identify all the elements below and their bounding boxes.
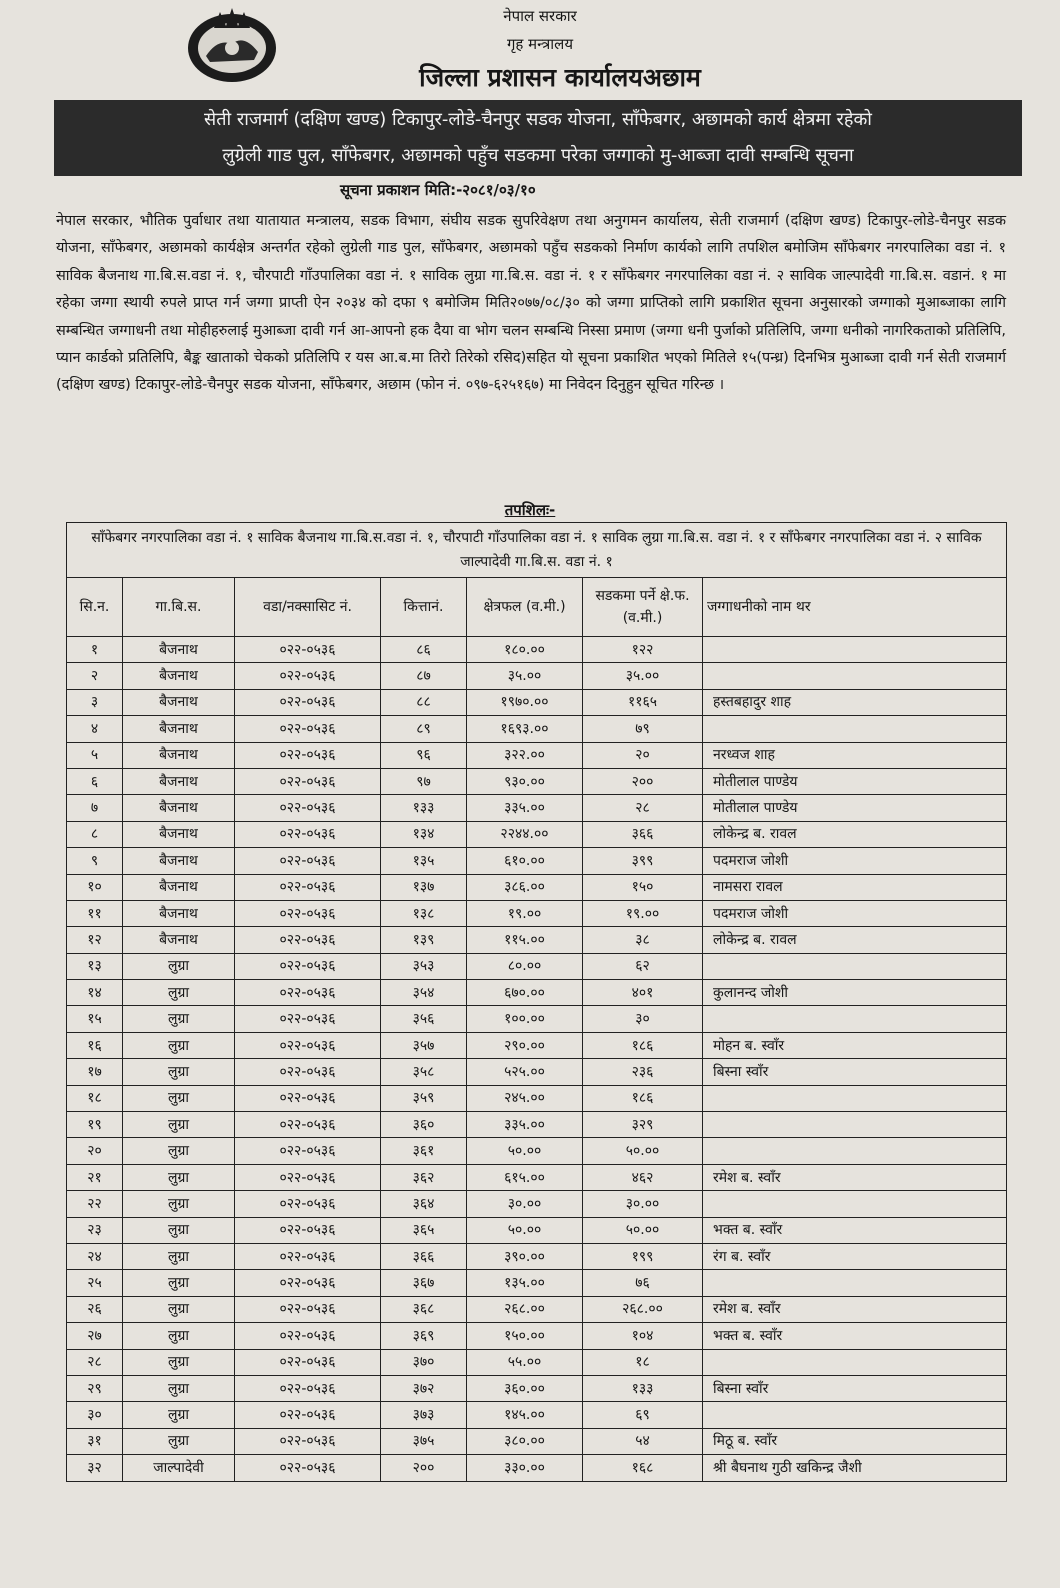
cell-plot-no: ३६१ [381, 1138, 467, 1164]
cell-ward-sheet: ०२२-०५३६ [235, 1059, 381, 1085]
cell-serial: २१ [67, 1164, 123, 1190]
cell-owner [703, 1349, 1007, 1375]
cell-ward-sheet: ०२२-०५३६ [235, 1296, 381, 1322]
cell-serial: ६ [67, 768, 123, 794]
cell-plot-no: ८७ [381, 663, 467, 689]
cell-owner [703, 716, 1007, 742]
table-row [67, 1270, 1007, 1296]
cell-serial: ११ [67, 900, 123, 926]
table-row [67, 1349, 1007, 1375]
cell-ward-sheet: ०२२-०५३६ [235, 1375, 381, 1401]
cell-plot-no: ३६२ [381, 1164, 467, 1190]
cell-road-area: ७९ [583, 716, 703, 742]
cell-area: २९०.०० [467, 1032, 583, 1058]
cell-ward-sheet: ०२२-०५३६ [235, 1164, 381, 1190]
cell-owner [703, 1138, 1007, 1164]
cell-owner: मोतीलाल पाण्डेय [703, 795, 1007, 821]
ministry-name: गृह मन्त्रालय [506, 35, 574, 53]
cell-serial: २० [67, 1138, 123, 1164]
cell-ward-sheet: ०२२-०५३६ [235, 1270, 381, 1296]
cell-area: १५०.०० [467, 1323, 583, 1349]
cell-plot-no: १३८ [381, 900, 467, 926]
cell-ward-sheet: ०२२-०५३६ [235, 821, 381, 847]
cell-serial: १० [67, 874, 123, 900]
cell-plot-no: ३६७ [381, 1270, 467, 1296]
cell-ward-sheet: ०२२-०५३६ [235, 874, 381, 900]
cell-plot-no: ३७२ [381, 1375, 467, 1401]
cell-serial: २६ [67, 1296, 123, 1322]
table-row [67, 742, 1007, 768]
cell-area: ५०.०० [467, 1217, 583, 1243]
cell-road-area: १८ [583, 1349, 703, 1375]
table-row [67, 1059, 1007, 1085]
cell-owner [703, 1112, 1007, 1138]
cell-plot-no: ८८ [381, 689, 467, 715]
cell-plot-no: ३५६ [381, 1006, 467, 1032]
cell-ward-sheet: ०२२-०५३६ [235, 1402, 381, 1428]
cell-serial: १६ [67, 1032, 123, 1058]
cell-owner: रंग ब. स्वाँर [703, 1243, 1007, 1269]
cell-area: ५५.०० [467, 1349, 583, 1375]
cell-owner: पदमराज जोशी [703, 900, 1007, 926]
cell-plot-no: २०० [381, 1455, 467, 1481]
cell-owner: भक्त ब. स्वाँर [703, 1217, 1007, 1243]
cell-owner: मिठू ब. स्वाँर [703, 1428, 1007, 1454]
table-row [67, 689, 1007, 715]
cell-road-area: २८ [583, 795, 703, 821]
office-name: जिल्ला प्रशासन कार्यालयअछाम [419, 63, 701, 92]
table-row [67, 1428, 1007, 1454]
cell-ward-sheet: ०२२-०५३६ [235, 980, 381, 1006]
cell-area: ३३५.०० [467, 795, 583, 821]
cell-road-area: ३०.०० [583, 1191, 703, 1217]
cell-serial: ३१ [67, 1428, 123, 1454]
cell-owner: भक्त ब. स्वाँर [703, 1323, 1007, 1349]
cell-serial: २५ [67, 1270, 123, 1296]
cell-plot-no: ३७५ [381, 1428, 467, 1454]
cell-road-area: ६२ [583, 953, 703, 979]
cell-serial: २८ [67, 1349, 123, 1375]
cell-plot-no: ३५९ [381, 1085, 467, 1111]
cell-road-area: १२२ [583, 637, 703, 663]
cell-serial: १८ [67, 1085, 123, 1111]
cell-vdc: बैजनाथ [123, 689, 235, 715]
cell-plot-no: ३७० [381, 1349, 467, 1375]
cell-ward-sheet: ०२२-०५३६ [235, 689, 381, 715]
cell-area: ३३५.०० [467, 1112, 583, 1138]
table-row [67, 874, 1007, 900]
cell-owner [703, 637, 1007, 663]
cell-vdc: बैजनाथ [123, 927, 235, 953]
cell-owner: श्री बैघनाथ गुठी खकिन्द्र जैशी [703, 1455, 1007, 1481]
cell-owner: रमेश ब. स्वाँर [703, 1164, 1007, 1190]
cell-serial: ५ [67, 742, 123, 768]
cell-plot-no: ३६४ [381, 1191, 467, 1217]
table-row [67, 821, 1007, 847]
cell-plot-no: ३५४ [381, 980, 467, 1006]
cell-owner: नामसरा रावल [703, 874, 1007, 900]
cell-serial: २ [67, 663, 123, 689]
cell-vdc: जाल्पादेवी [123, 1455, 235, 1481]
col-header-area: क्षेत्रफल (व.मी.) [467, 578, 583, 637]
col-header-ward-sheet: वडा/नक्सासिट नं. [235, 578, 381, 637]
cell-area: २६८.०० [467, 1296, 583, 1322]
cell-serial: २३ [67, 1217, 123, 1243]
cell-ward-sheet: ०२२-०५३६ [235, 1032, 381, 1058]
cell-vdc: बैजनाथ [123, 716, 235, 742]
cell-serial: ९ [67, 848, 123, 874]
table-row [67, 848, 1007, 874]
cell-ward-sheet: ०२२-०५३६ [235, 1085, 381, 1111]
banner-line-1: सेती राजमार्ग (दक्षिण खण्ड) टिकापुर-लोडे-चैनपुर सडक योजना, साँफेबगर, अछामको कार्य क्षेत्रमा रहेको [204, 109, 872, 130]
cell-plot-no: ३७३ [381, 1402, 467, 1428]
table-row [67, 1455, 1007, 1481]
table-row [67, 1112, 1007, 1138]
col-header-serial: सि.न. [67, 578, 123, 637]
table-row [67, 1217, 1007, 1243]
cell-serial: १२ [67, 927, 123, 953]
table-row [67, 1191, 1007, 1217]
cell-plot-no: १३३ [381, 795, 467, 821]
cell-ward-sheet: ०२२-०५३६ [235, 795, 381, 821]
cell-owner: हस्तबहादुर शाह [703, 689, 1007, 715]
cell-serial: ४ [67, 716, 123, 742]
cell-ward-sheet: ०२२-०५३६ [235, 1323, 381, 1349]
cell-road-area: ३६६ [583, 821, 703, 847]
table-row [67, 768, 1007, 794]
cell-ward-sheet: ०२२-०५३६ [235, 1112, 381, 1138]
cell-plot-no: ९७ [381, 768, 467, 794]
cell-area: ३८६.०० [467, 874, 583, 900]
cell-owner: नरध्वज शाह [703, 742, 1007, 768]
cell-area: १८०.०० [467, 637, 583, 663]
cell-plot-no: १३९ [381, 927, 467, 953]
cell-area: ६७०.०० [467, 980, 583, 1006]
cell-plot-no: १३५ [381, 848, 467, 874]
notice-body: नेपाल सरकार, भौतिक पुर्वाधार तथा यातायात मन्त्रालय, सडक विभाग, संघीय सडक सुपरिवेक्षण तथा अनुगमन कार्यालय, सेती राजमार्ग (दक्षिण खण्ड) टिकापुर-लोडे-चैनपुर सडक योजना, साँफेबगर, अछामको कार्यक्षेत्र अन्तर्गत रहेको लुग्रेली गाड पुल, साँफेबगर, अछामको पहुँच सडकको निर्माण कार्यको लागि तपशिल बमोजिम साँफेबगर नगरपालिका वडा नं. १ साविक बैजनाथ गा.बि.स.वडा नं. १, चौरपाटी गाँउपालिका वडा नं. १ साविक लुग्रा गा.बि.स. वडा नं. १ र साँफेबगर नगरपालिका वडा नं. २ साविक जाल्पादेवी गा.बि.स. वडानं. १ मा रहेका जग्गा स्थायी रुपले प्राप्त गर्न जग्गा प्राप्ती ऐन २०३४ को दफा ९ बमोजिम मिति२०७७/०८/३० को जग्गा प्राप्तिको लागि प्रकाशित सूचना अनुसारको जग्गाको मुआब्जाका लागि सम्बन्धित जग्गाधनी तथा मोहीहरुलाई मुआब्जा दावी गर्न आ-आपनो हक दैया वा भोग चलन सम्बन्धि निस्सा प्रमाण (जग्गा धनी पुर्जाको प्रतिलिपि, जग्गा धनीको नागरिकताको प्रतिलिपि, प्यान कार्डको प्रतिलिपि, बैङ्क खाताको चेकको प्रतिलिपि र यस आ.ब.मा तिरो तिरेको रसिद)सहित यो सूचना प्रकाशित भएको मितिले १५(पन्ध्र) दिनभित्र मुआब्जा दावी गर्न सेती राजमार्ग (दक्षिण खण्ड) टिकापुर-लोडे-चैनपुर सडक योजना, साँफेबगर, अछाम (फोन नं. ०९७-६२५१६७) मा निवेदन दिनुहुन सूचित गरिन्छ । [56, 213, 1006, 394]
table-row [67, 1402, 1007, 1428]
cell-road-area: ४६२ [583, 1164, 703, 1190]
cell-ward-sheet: ०२२-०५३६ [235, 768, 381, 794]
table-row [67, 795, 1007, 821]
cell-vdc: बैजनाथ [123, 795, 235, 821]
cell-ward-sheet: ०२२-०५३६ [235, 953, 381, 979]
cell-ward-sheet: ०२२-०५३६ [235, 1217, 381, 1243]
cell-road-area: १९.०० [583, 900, 703, 926]
cell-serial: १४ [67, 980, 123, 1006]
col-header-vdc: गा.बि.स. [123, 578, 235, 637]
cell-road-area: ६९ [583, 1402, 703, 1428]
cell-vdc: लुग्रा [123, 980, 235, 1006]
cell-plot-no: ३५३ [381, 953, 467, 979]
cell-vdc: लुग्रा [123, 1349, 235, 1375]
cell-vdc: लुग्रा [123, 1217, 235, 1243]
cell-vdc: बैजनाथ [123, 821, 235, 847]
cell-ward-sheet: ०२२-०५३६ [235, 1455, 381, 1481]
cell-ward-sheet: ०२२-०५३६ [235, 1243, 381, 1269]
cell-plot-no: ९६ [381, 742, 467, 768]
cell-area: ११५.०० [467, 927, 583, 953]
schedule-heading-text: तपशिलः- [504, 501, 556, 519]
cell-serial: १३ [67, 953, 123, 979]
cell-owner: मोतीलाल पाण्डेय [703, 768, 1007, 794]
cell-road-area: २० [583, 742, 703, 768]
cell-plot-no: १३४ [381, 821, 467, 847]
cell-serial: ३ [67, 689, 123, 715]
cell-owner: पदमराज जोशी [703, 848, 1007, 874]
cell-vdc: लुग्रा [123, 1032, 235, 1058]
cell-area: १६९३.०० [467, 716, 583, 742]
cell-area: ३५.०० [467, 663, 583, 689]
cell-vdc: बैजनाथ [123, 848, 235, 874]
cell-road-area: ५०.०० [583, 1138, 703, 1164]
cell-owner [703, 1085, 1007, 1111]
cell-vdc: लुग्रा [123, 1112, 235, 1138]
cell-road-area: ३९९ [583, 848, 703, 874]
cell-area: १४५.०० [467, 1402, 583, 1428]
publish-date: सूचना प्रकाशन मिति:-२०८१/०३/१० [340, 181, 536, 199]
cell-serial: २२ [67, 1191, 123, 1217]
cell-serial: २७ [67, 1323, 123, 1349]
cell-area: ५०.०० [467, 1138, 583, 1164]
cell-vdc: बैजनाथ [123, 637, 235, 663]
cell-owner: लोकेन्द्र ब. रावल [703, 927, 1007, 953]
cell-road-area: ३२९ [583, 1112, 703, 1138]
cell-plot-no: १३७ [381, 874, 467, 900]
cell-vdc: लुग्रा [123, 1164, 235, 1190]
cell-road-area: ५४ [583, 1428, 703, 1454]
table-row [67, 927, 1007, 953]
cell-area: ६१५.०० [467, 1164, 583, 1190]
table-row [67, 637, 1007, 663]
cell-ward-sheet: ०२२-०५३६ [235, 1349, 381, 1375]
cell-serial: २४ [67, 1243, 123, 1269]
cell-vdc: बैजनाथ [123, 900, 235, 926]
cell-area: १३५.०० [467, 1270, 583, 1296]
cell-road-area: ३८ [583, 927, 703, 953]
cell-ward-sheet: ०२२-०५३६ [235, 927, 381, 953]
cell-road-area: २०० [583, 768, 703, 794]
cell-owner: रमेश ब. स्वाँर [703, 1296, 1007, 1322]
col-header-road-area: सडकमा पर्ने क्षे.फ. (व.मी.) [583, 578, 703, 637]
notice-title-banner [54, 100, 1022, 176]
cell-vdc: लुग्रा [123, 1270, 235, 1296]
cell-area: ३३०.०० [467, 1455, 583, 1481]
cell-vdc: बैजनाथ [123, 768, 235, 794]
cell-plot-no: ३६८ [381, 1296, 467, 1322]
cell-area: २४५.०० [467, 1085, 583, 1111]
cell-owner [703, 1006, 1007, 1032]
cell-plot-no: ३५८ [381, 1059, 467, 1085]
cell-vdc: लुग्रा [123, 1428, 235, 1454]
cell-ward-sheet: ०२२-०५३६ [235, 1191, 381, 1217]
cell-ward-sheet: ०२२-०५३६ [235, 1006, 381, 1032]
cell-area: १९७०.०० [467, 689, 583, 715]
banner-line-2: लुग्रेली गाड पुल, साँफेबगर, अछामको पहुँच सडकमा परेका जग्गाको मु-आब्जा दावी सम्बन्धि सूचना [222, 145, 854, 166]
cell-vdc: बैजनाथ [123, 742, 235, 768]
cell-serial: ३० [67, 1402, 123, 1428]
cell-ward-sheet: ०२२-०५३६ [235, 637, 381, 663]
table-row [67, 1032, 1007, 1058]
cell-area: १९.०० [467, 900, 583, 926]
cell-plot-no: ८९ [381, 716, 467, 742]
cell-owner: बिस्ना स्वाँर [703, 1059, 1007, 1085]
cell-vdc: बैजनाथ [123, 874, 235, 900]
table-row [67, 953, 1007, 979]
cell-area: २२४४.०० [467, 821, 583, 847]
table-row [67, 900, 1007, 926]
cell-road-area: ७६ [583, 1270, 703, 1296]
table-row [67, 1138, 1007, 1164]
table-row [67, 716, 1007, 742]
cell-vdc: लुग्रा [123, 1085, 235, 1111]
cell-serial: १५ [67, 1006, 123, 1032]
cell-vdc: लुग्रा [123, 1138, 235, 1164]
cell-owner: बिस्ना स्वाँर [703, 1375, 1007, 1401]
area-title-row [67, 523, 1007, 578]
cell-road-area: ३० [583, 1006, 703, 1032]
cell-plot-no: ३६० [381, 1112, 467, 1138]
schedule-heading [0, 500, 1060, 520]
cell-ward-sheet: ०२२-०५३६ [235, 848, 381, 874]
cell-ward-sheet: ०२२-०५३६ [235, 900, 381, 926]
cell-area: ३२२.०० [467, 742, 583, 768]
cell-owner: कुलानन्द जोशी [703, 980, 1007, 1006]
area-title: साँफेबगर नगरपालिका वडा नं. १ साविक बैजनाथ गा.बि.स.वडा नं. १, चौरपाटी गाँउपालिका वडा नं. १ साविक लुग्रा गा.बि.स. वडा नं. १ र साँफेबगर नगरपालिका वडा नं. २ साविक जाल्पादेवी गा.बि.स. वडा नं. १ [67, 523, 1007, 578]
cell-vdc: लुग्रा [123, 1402, 235, 1428]
cell-area: ३८०.०० [467, 1428, 583, 1454]
cell-serial: ७ [67, 795, 123, 821]
cell-road-area: १३३ [583, 1375, 703, 1401]
cell-area: १००.०० [467, 1006, 583, 1032]
table-row [67, 1296, 1007, 1322]
cell-serial: ३२ [67, 1455, 123, 1481]
table-row [67, 1243, 1007, 1269]
cell-owner [703, 1191, 1007, 1217]
cell-plot-no: ८६ [381, 637, 467, 663]
col-header-owner: जग्गाधनीको नाम थर [703, 578, 1007, 637]
government-name: नेपाल सरकार [503, 7, 577, 25]
table-row [67, 1006, 1007, 1032]
table-row [67, 980, 1007, 1006]
cell-vdc: लुग्रा [123, 1059, 235, 1085]
cell-road-area: ४०१ [583, 980, 703, 1006]
cell-plot-no: ३६५ [381, 1217, 467, 1243]
cell-vdc: लुग्रा [123, 1191, 235, 1217]
cell-road-area: १०४ [583, 1323, 703, 1349]
cell-road-area: ५०.०० [583, 1217, 703, 1243]
cell-plot-no: ३६९ [381, 1323, 467, 1349]
cell-owner: मोहन ब. स्वाँर [703, 1032, 1007, 1058]
cell-ward-sheet: ०२२-०५३६ [235, 1428, 381, 1454]
cell-vdc: लुग्रा [123, 1375, 235, 1401]
cell-ward-sheet: ०२२-०५३६ [235, 742, 381, 768]
cell-serial: २९ [67, 1375, 123, 1401]
cell-owner [703, 663, 1007, 689]
cell-road-area: ३५.०० [583, 663, 703, 689]
cell-ward-sheet: ०२२-०५३६ [235, 663, 381, 689]
cell-vdc: लुग्रा [123, 1006, 235, 1032]
cell-area: ५२५.०० [467, 1059, 583, 1085]
cell-area: ६१०.०० [467, 848, 583, 874]
cell-serial: १७ [67, 1059, 123, 1085]
table-row [67, 1323, 1007, 1349]
cell-road-area: २६८.०० [583, 1296, 703, 1322]
cell-road-area: ११६५ [583, 689, 703, 715]
cell-vdc: लुग्रा [123, 953, 235, 979]
cell-road-area: २३६ [583, 1059, 703, 1085]
cell-plot-no: ३६६ [381, 1243, 467, 1269]
table-row [67, 1375, 1007, 1401]
cell-vdc: लुग्रा [123, 1323, 235, 1349]
col-header-plot-no: कित्तानं. [381, 578, 467, 637]
cell-serial: १ [67, 637, 123, 663]
table-row [67, 663, 1007, 689]
cell-area: ३९०.०० [467, 1243, 583, 1269]
cell-vdc: बैजनाथ [123, 663, 235, 689]
land-schedule-table [66, 522, 1007, 1482]
cell-owner [703, 1270, 1007, 1296]
cell-road-area: १५० [583, 874, 703, 900]
table-row [67, 1164, 1007, 1190]
cell-area: ९३०.०० [467, 768, 583, 794]
cell-owner: लोकेन्द्र ब. रावल [703, 821, 1007, 847]
cell-owner [703, 1402, 1007, 1428]
cell-vdc: लुग्रा [123, 1243, 235, 1269]
cell-area: ३०.०० [467, 1191, 583, 1217]
cell-serial: ८ [67, 821, 123, 847]
cell-area: ८०.०० [467, 953, 583, 979]
cell-road-area: १८६ [583, 1032, 703, 1058]
cell-road-area: १६८ [583, 1455, 703, 1481]
cell-plot-no: ३५७ [381, 1032, 467, 1058]
cell-serial: १९ [67, 1112, 123, 1138]
cell-road-area: १८६ [583, 1085, 703, 1111]
cell-ward-sheet: ०२२-०५३६ [235, 1138, 381, 1164]
cell-ward-sheet: ०२२-०५३६ [235, 716, 381, 742]
schedule-rows [67, 637, 1007, 1482]
cell-owner [703, 953, 1007, 979]
cell-area: ३६०.०० [467, 1375, 583, 1401]
table-row [67, 1085, 1007, 1111]
column-header-row [67, 578, 1007, 637]
cell-road-area: १९९ [583, 1243, 703, 1269]
cell-vdc: लुग्रा [123, 1296, 235, 1322]
